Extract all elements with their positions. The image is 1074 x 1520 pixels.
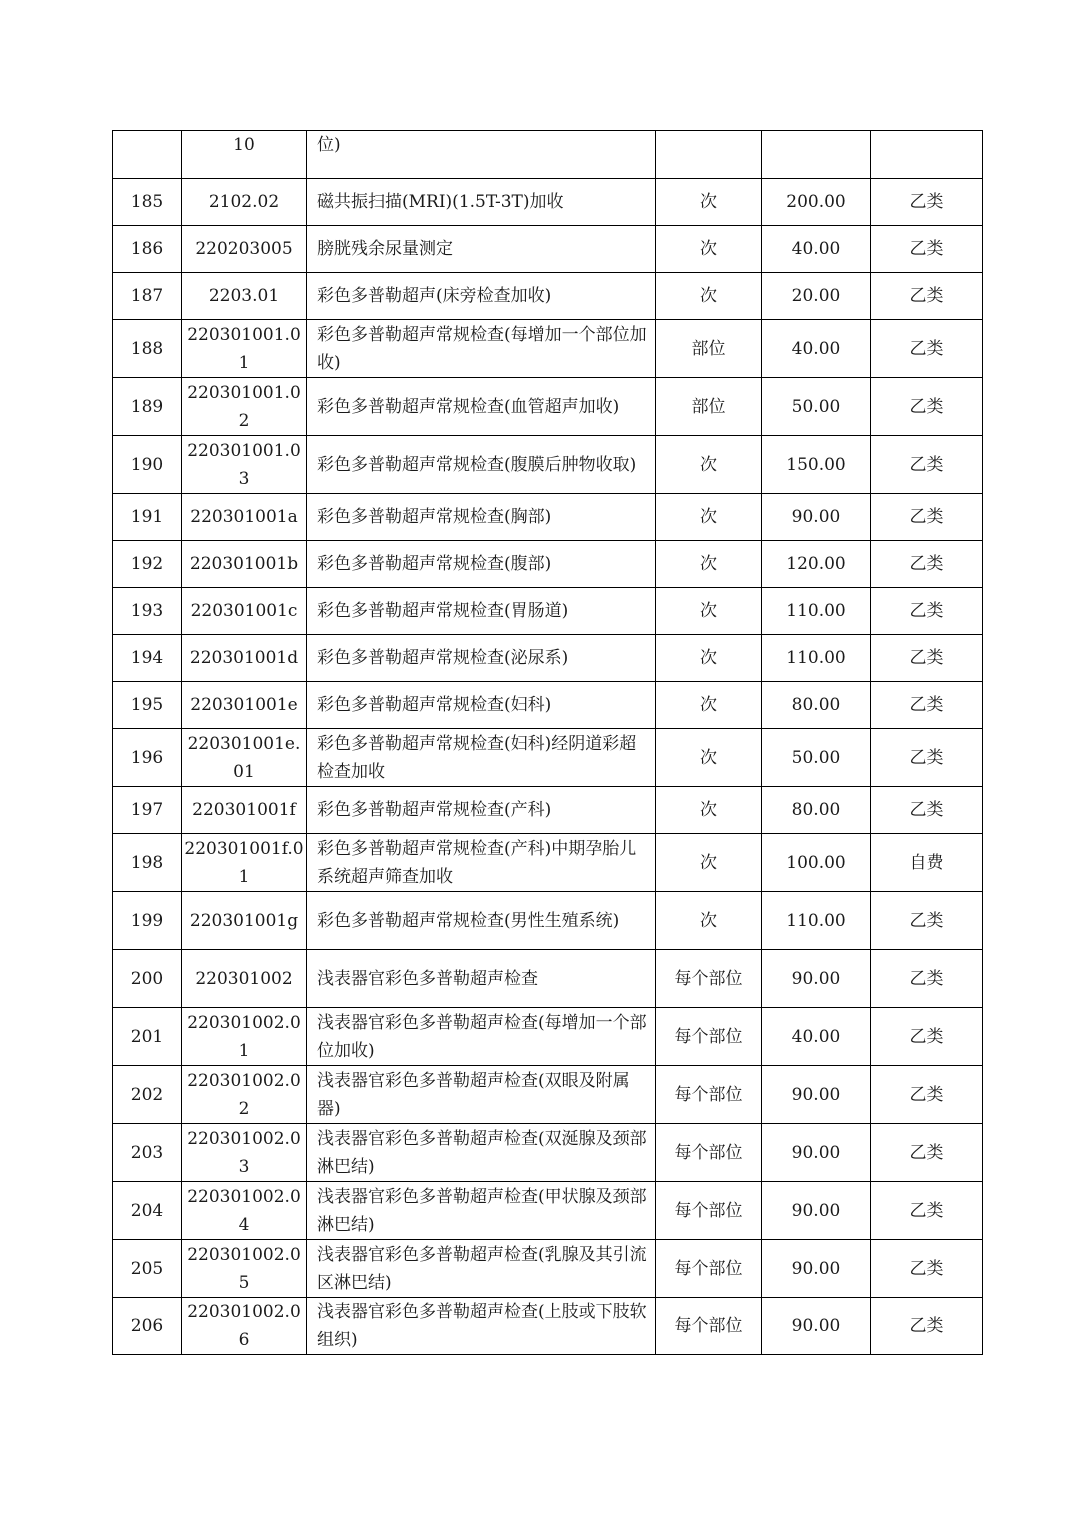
table-row	[113, 273, 983, 320]
item-name-cell: 浅表器官彩色多普勒超声检查(每增加一个部位加收)	[307, 1008, 656, 1066]
category-cell: 乙类	[871, 273, 983, 320]
code-cell: 220301002.06	[182, 1298, 307, 1355]
category-cell: 乙类	[871, 588, 983, 635]
price-cell	[762, 131, 871, 179]
price-cell: 110.00	[762, 635, 871, 682]
seq-cell: 190	[113, 436, 182, 494]
item-name-cell: 彩色多普勒超声常规检查(胸部)	[307, 494, 656, 541]
price-cell: 110.00	[762, 892, 871, 950]
table-row	[113, 1008, 983, 1066]
item-name-cell: 浅表器官彩色多普勒超声检查(双眼及附属器)	[307, 1066, 656, 1124]
unit-cell: 每个部位	[656, 1066, 762, 1124]
category-cell: 乙类	[871, 1124, 983, 1182]
seq-cell: 192	[113, 541, 182, 588]
price-cell: 50.00	[762, 378, 871, 436]
seq-cell: 186	[113, 226, 182, 273]
category-cell: 乙类	[871, 179, 983, 226]
table-row	[113, 378, 983, 436]
unit-cell: 部位	[656, 320, 762, 378]
category-cell: 乙类	[871, 635, 983, 682]
category-cell: 乙类	[871, 378, 983, 436]
unit-cell	[656, 131, 762, 179]
table-row	[113, 682, 983, 729]
table-row	[113, 1240, 983, 1298]
item-name-cell: 彩色多普勒超声常规检查(泌尿系)	[307, 635, 656, 682]
seq-cell: 196	[113, 729, 182, 787]
unit-cell: 次	[656, 892, 762, 950]
seq-cell: 197	[113, 787, 182, 834]
item-name-cell: 浅表器官彩色多普勒超声检查(乳腺及其引流区淋巴结)	[307, 1240, 656, 1298]
item-name-cell: 彩色多普勒超声常规检查(产科)	[307, 787, 656, 834]
table-row	[113, 131, 983, 179]
seq-cell: 206	[113, 1298, 182, 1355]
item-name-cell: 浅表器官彩色多普勒超声检查(双涎腺及颈部淋巴结)	[307, 1124, 656, 1182]
unit-cell: 次	[656, 834, 762, 892]
item-name-cell: 彩色多普勒超声常规检查(胃肠道)	[307, 588, 656, 635]
code-cell: 2102.02	[182, 179, 307, 226]
table-row	[113, 1066, 983, 1124]
code-cell: 10	[182, 131, 307, 179]
seq-cell: 202	[113, 1066, 182, 1124]
code-cell: 220301001e.01	[182, 729, 307, 787]
table-row	[113, 588, 983, 635]
category-cell: 乙类	[871, 892, 983, 950]
seq-cell: 205	[113, 1240, 182, 1298]
item-name-cell: 浅表器官彩色多普勒超声检查	[307, 950, 656, 1008]
unit-cell: 次	[656, 682, 762, 729]
code-cell: 220301001.03	[182, 436, 307, 494]
price-cell: 50.00	[762, 729, 871, 787]
price-cell: 40.00	[762, 1008, 871, 1066]
price-cell: 80.00	[762, 682, 871, 729]
unit-cell: 次	[656, 729, 762, 787]
code-cell: 220301001c	[182, 588, 307, 635]
code-cell: 220301001d	[182, 635, 307, 682]
code-cell: 220301001e	[182, 682, 307, 729]
code-cell: 220301001b	[182, 541, 307, 588]
table-row	[113, 729, 983, 787]
unit-cell: 次	[656, 635, 762, 682]
price-cell: 150.00	[762, 436, 871, 494]
seq-cell: 191	[113, 494, 182, 541]
price-cell: 80.00	[762, 787, 871, 834]
price-cell: 90.00	[762, 494, 871, 541]
unit-cell: 次	[656, 226, 762, 273]
unit-cell: 次	[656, 179, 762, 226]
price-cell: 200.00	[762, 179, 871, 226]
seq-cell: 199	[113, 892, 182, 950]
table-row	[113, 1182, 983, 1240]
seq-cell: 200	[113, 950, 182, 1008]
unit-cell: 次	[656, 436, 762, 494]
code-cell: 220301002.01	[182, 1008, 307, 1066]
category-cell: 乙类	[871, 436, 983, 494]
seq-cell: 188	[113, 320, 182, 378]
category-cell: 乙类	[871, 787, 983, 834]
category-cell: 乙类	[871, 682, 983, 729]
price-cell: 90.00	[762, 1124, 871, 1182]
category-cell: 乙类	[871, 226, 983, 273]
seq-cell: 189	[113, 378, 182, 436]
price-cell: 120.00	[762, 541, 871, 588]
code-cell: 220203005	[182, 226, 307, 273]
price-cell: 90.00	[762, 1182, 871, 1240]
item-name-cell: 浅表器官彩色多普勒超声检查(甲状腺及颈部淋巴结)	[307, 1182, 656, 1240]
code-cell: 2203.01	[182, 273, 307, 320]
table-row	[113, 950, 983, 1008]
category-cell: 自费	[871, 834, 983, 892]
price-cell: 110.00	[762, 588, 871, 635]
unit-cell: 每个部位	[656, 1298, 762, 1355]
price-cell: 100.00	[762, 834, 871, 892]
table-row	[113, 1298, 983, 1355]
price-cell: 90.00	[762, 1298, 871, 1355]
item-name-cell: 彩色多普勒超声常规检查(每增加一个部位加收)	[307, 320, 656, 378]
seq-cell: 204	[113, 1182, 182, 1240]
category-cell: 乙类	[871, 1298, 983, 1355]
category-cell: 乙类	[871, 1008, 983, 1066]
category-cell: 乙类	[871, 1182, 983, 1240]
unit-cell: 次	[656, 588, 762, 635]
code-cell: 220301001.02	[182, 378, 307, 436]
table-row	[113, 226, 983, 273]
item-name-cell: 彩色多普勒超声常规检查(妇科)	[307, 682, 656, 729]
seq-cell: 194	[113, 635, 182, 682]
table-row	[113, 892, 983, 950]
item-name-cell: 彩色多普勒超声常规检查(产科)中期孕胎儿系统超声筛查加收	[307, 834, 656, 892]
unit-cell: 部位	[656, 378, 762, 436]
category-cell: 乙类	[871, 1066, 983, 1124]
unit-cell: 每个部位	[656, 1008, 762, 1066]
code-cell: 220301002.03	[182, 1124, 307, 1182]
unit-cell: 每个部位	[656, 1182, 762, 1240]
unit-cell: 次	[656, 273, 762, 320]
unit-cell: 每个部位	[656, 950, 762, 1008]
fee-schedule-table	[112, 130, 983, 1355]
category-cell: 乙类	[871, 729, 983, 787]
table-row	[113, 541, 983, 588]
item-name-cell: 彩色多普勒超声常规检查(腹部)	[307, 541, 656, 588]
price-cell: 90.00	[762, 1066, 871, 1124]
unit-cell: 次	[656, 541, 762, 588]
item-name-cell: 彩色多普勒超声常规检查(男性生殖系统)	[307, 892, 656, 950]
seq-cell: 195	[113, 682, 182, 729]
price-cell: 90.00	[762, 1240, 871, 1298]
code-cell: 220301002.02	[182, 1066, 307, 1124]
seq-cell: 203	[113, 1124, 182, 1182]
category-cell: 乙类	[871, 494, 983, 541]
table-row	[113, 436, 983, 494]
item-name-cell: 彩色多普勒超声常规检查(血管超声加收)	[307, 378, 656, 436]
table-row	[113, 320, 983, 378]
seq-cell	[113, 131, 182, 179]
seq-cell: 193	[113, 588, 182, 635]
item-name-cell: 彩色多普勒超声常规检查(妇科)经阴道彩超检查加收	[307, 729, 656, 787]
unit-cell: 每个部位	[656, 1124, 762, 1182]
table-row	[113, 787, 983, 834]
table-row	[113, 635, 983, 682]
price-cell: 90.00	[762, 950, 871, 1008]
seq-cell: 187	[113, 273, 182, 320]
code-cell: 220301002	[182, 950, 307, 1008]
table-row	[113, 834, 983, 892]
unit-cell: 每个部位	[656, 1240, 762, 1298]
code-cell: 220301001.01	[182, 320, 307, 378]
price-cell: 20.00	[762, 273, 871, 320]
table-row	[113, 179, 983, 226]
code-cell: 220301001f	[182, 787, 307, 834]
code-cell: 220301001g	[182, 892, 307, 950]
code-cell: 220301002.04	[182, 1182, 307, 1240]
price-cell: 40.00	[762, 320, 871, 378]
item-name-cell: 膀胱残余尿量测定	[307, 226, 656, 273]
seq-cell: 185	[113, 179, 182, 226]
category-cell: 乙类	[871, 320, 983, 378]
seq-cell: 201	[113, 1008, 182, 1066]
code-cell: 220301002.05	[182, 1240, 307, 1298]
category-cell: 乙类	[871, 950, 983, 1008]
item-name-cell: 位)	[307, 131, 656, 179]
unit-cell: 次	[656, 494, 762, 541]
seq-cell: 198	[113, 834, 182, 892]
item-name-cell: 彩色多普勒超声常规检查(腹膜后肿物收取)	[307, 436, 656, 494]
item-name-cell: 彩色多普勒超声(床旁检查加收)	[307, 273, 656, 320]
price-cell: 40.00	[762, 226, 871, 273]
code-cell: 220301001f.01	[182, 834, 307, 892]
unit-cell: 次	[656, 787, 762, 834]
table-row	[113, 494, 983, 541]
category-cell	[871, 131, 983, 179]
item-name-cell: 磁共振扫描(MRI)(1.5T-3T)加收	[307, 179, 656, 226]
table-row	[113, 1124, 983, 1182]
item-name-cell: 浅表器官彩色多普勒超声检查(上肢或下肢软组织)	[307, 1298, 656, 1355]
category-cell: 乙类	[871, 541, 983, 588]
category-cell: 乙类	[871, 1240, 983, 1298]
fee-table-body	[113, 131, 983, 1355]
code-cell: 220301001a	[182, 494, 307, 541]
